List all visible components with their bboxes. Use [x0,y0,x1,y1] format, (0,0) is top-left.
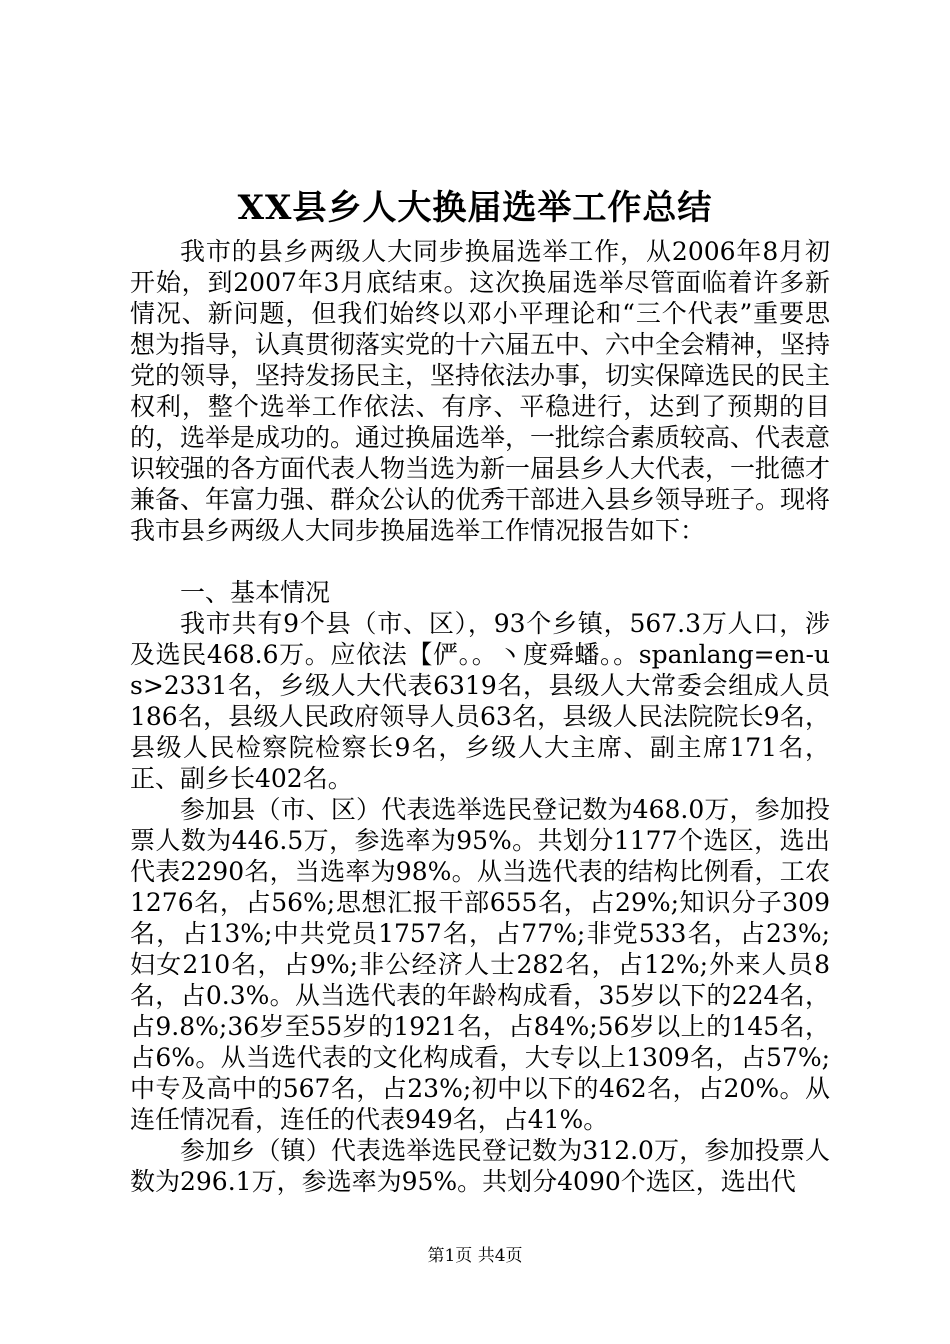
document-body [130,236,830,1197]
document-title: XX县乡人大换届选举工作总结 [237,188,713,228]
county-election-paragraph: 参加县（市、区）代表选举选民登记数为468.0万，参加投票人数为446.5万，参选率为95%。共划分1177个选区，选出代表2290名，当选率为98%。从当选代表的结构比例看，工农1276名，占56%;思想汇报干部655名，占29%;知识分子309名，占13%;中共党员1757名，占77%;非党533名，占23%;妇女210名，占9%;非公经济人士282名，占12%;外来人员8名，占0.3%。从当选代表的年龄构成看，35岁以下的224名，占9.8%;36岁至55岁的1921名，占84%;56岁以上的145名，占6%。从当选代表的文化构成看，大专以上1309名，占57%;中专及高中的567名，占23%;初中以下的462名，占20%。从连任情况看，连任的代表949名，占41%。 [130,795,830,1134]
basic-info-paragraph: 我市共有9个县（市、区），93个乡镇，567.3万人口，涉及选民468.6万。应依法【俨。。丶度舜蟠。。spanlang=en-us>2331名，乡级人大代表6319名，县级人大常委会组成人员186名，县级人民政府领导人员63名，县级人民法院院长9名，县级人民检察院检察长9名，乡级人大主席、副主席171名，正、副乡长402名。 [130,609,830,793]
page-number-footer: 第1页 共4页 [427,1246,523,1266]
section-heading: 一、基本情况 [180,578,331,607]
intro-paragraph: 我市的县乡两级人大同步换届选举工作，从2006年8月初开始，到2007年3月底结束。这次换届选举尽管面临着许多新情况、新问题，但我们始终以邓小平理论和“三个代表”重要思想为指导，认真贯彻落实党的十六届五中、六中全会精神，坚持党的领导，坚持发扬民主，坚持依法办事，切实保障选民的民主权利，整个选举工作依法、有序、平稳进行，达到了预期的目的，选举是成功的。通过换届选举，一批综合素质较高、代表意识较强的各方面代表人物当选为新一届县乡人大代表，一批德才兼备、年富力强、群众公认的优秀干部进入县乡领导班子。现将我市县乡两级人大同步换届选举工作情况报告如下： [130,237,831,545]
township-election-paragraph: 参加乡（镇）代表选举选民登记数为312.0万，参加投票人数为296.1万，参选率为95%。共划分4090个选区，选出代 [130,1136,830,1196]
